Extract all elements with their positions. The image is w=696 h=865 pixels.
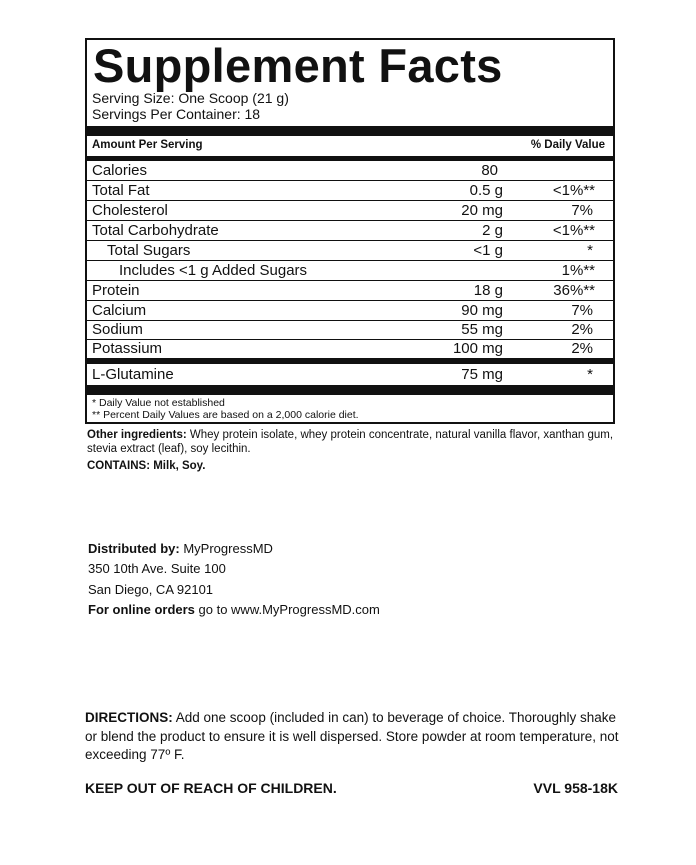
supplement-facts-panel: [85, 38, 615, 424]
other-ingredients-label: Other ingredients:: [87, 429, 187, 441]
distributor-line: [88, 539, 273, 559]
distributor-name: MyProgressMD: [179, 541, 273, 556]
nutrient-amount: 80: [481, 162, 498, 179]
other-ingredients-text: Whey protein isolate, whey protein concentrate, natural vanilla flavor, xanthan gum, stevia extract (leaf), soy lecithin.: [87, 429, 614, 455]
ingredient-dv: *: [587, 366, 593, 383]
nutrient-name: Calories: [92, 162, 148, 179]
nutrient-amount: 18 g: [473, 282, 503, 299]
table-row: [87, 365, 613, 384]
online-orders-line: [88, 600, 380, 620]
nutrient-amount: 20 mg: [461, 202, 503, 219]
nutrient-amount: 90 mg: [461, 302, 503, 319]
directions: [85, 709, 620, 765]
table-row: [87, 301, 613, 321]
nutrient-dv: 2%: [571, 340, 593, 357]
table-row: [87, 221, 613, 241]
lot-code: VVL 958-18K: [533, 780, 618, 796]
footnote-dv-not-established: * Daily Value not established: [92, 397, 225, 409]
distributor-address-line2: San Diego, CA 92101: [88, 582, 214, 597]
nutrient-name: Total Sugars: [107, 242, 191, 259]
nutrient-dv: 36%**: [553, 282, 595, 299]
nutrient-amount: 100 mg: [452, 340, 503, 357]
nutrient-dv: 7%: [571, 302, 593, 319]
nutrient-name: Includes <1 g Added Sugars: [119, 262, 308, 279]
directions-text: Add one scoop (included in can) to beverage of choice. Thoroughly shake or blend the product to ensure it is well dispersed. Store powder at room temperature, not exceeding 77º F.: [85, 710, 619, 762]
distributor-label: Distributed by:: [88, 541, 180, 556]
table-row: [87, 261, 613, 281]
other-ingredients: [87, 428, 617, 456]
table-row: [87, 181, 613, 201]
nutrient-name: Protein: [92, 282, 140, 299]
online-orders-label: For online orders: [88, 602, 195, 617]
directions-label: DIRECTIONS:: [85, 710, 173, 725]
nutrient-dv: 7%: [571, 202, 593, 219]
nutrient-amount: <1 g: [473, 242, 503, 259]
footnote-percent-dv: ** Percent Daily Values are based on a 2,000 calorie diet.: [92, 409, 359, 421]
table-row: [87, 161, 613, 181]
table-row: [87, 320, 613, 340]
nutrient-dv: *: [587, 242, 593, 259]
divider-thick: [87, 126, 613, 136]
nutrient-dv: 2%: [571, 321, 593, 338]
nutrient-name: Cholesterol: [92, 202, 168, 219]
serving-size: Serving Size: One Scoop (21 g): [92, 90, 289, 106]
nutrient-dv: 1%**: [561, 262, 595, 279]
nutrient-dv: <1%**: [552, 222, 595, 239]
table-row: [87, 241, 613, 261]
nutrient-name: Sodium: [92, 321, 143, 338]
child-warning: KEEP OUT OF REACH OF CHILDREN.: [85, 780, 337, 796]
dv-header: % Daily Value: [530, 139, 605, 151]
nutrient-amount: 2 g: [482, 222, 503, 239]
nutrient-name: Total Carbohydrate: [92, 222, 219, 239]
table-header: [87, 136, 613, 156]
nutrient-name: Total Fat: [92, 182, 150, 199]
distributor-address-line1: 350 10th Ave. Suite 100: [88, 561, 226, 576]
table-row: [87, 281, 613, 301]
servings-per-container: Servings Per Container: 18: [92, 106, 261, 122]
divider-medium: [87, 358, 613, 364]
panel-title: Supplement Facts: [93, 39, 503, 92]
nutrient-name: Potassium: [92, 340, 163, 357]
table-row: [87, 201, 613, 221]
amount-header: Amount Per Serving: [92, 139, 203, 151]
table-row: [87, 339, 613, 358]
ingredient-name: L-Glutamine: [92, 366, 174, 383]
nutrient-name: Calcium: [92, 302, 147, 319]
ingredient-amount: 75 mg: [461, 366, 503, 383]
nutrient-amount: 55 mg: [461, 321, 503, 338]
allergen-statement: CONTAINS: Milk, Soy.: [87, 460, 206, 472]
nutrient-amount: 0.5 g: [469, 182, 503, 199]
nutrient-dv: <1%**: [552, 182, 595, 199]
divider-thick: [87, 385, 613, 395]
online-orders-text: go to www.MyProgressMD.com: [194, 602, 380, 617]
